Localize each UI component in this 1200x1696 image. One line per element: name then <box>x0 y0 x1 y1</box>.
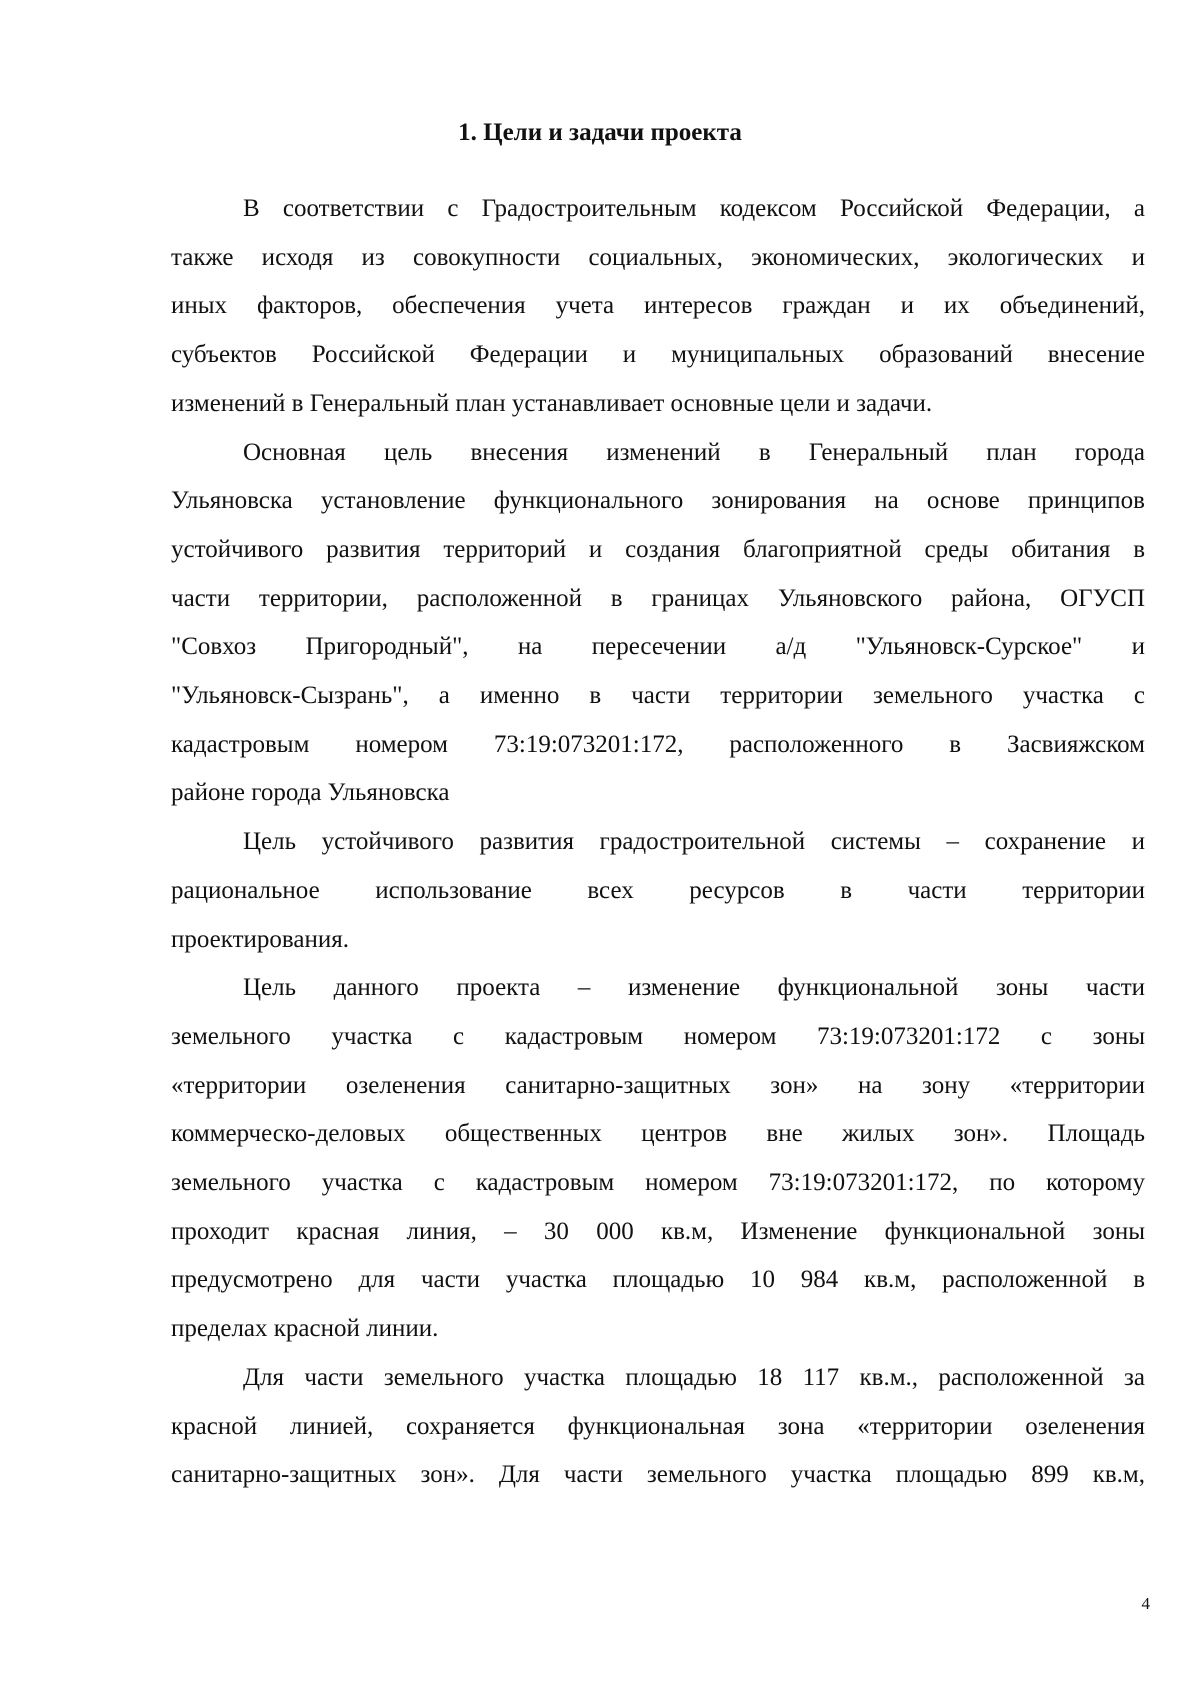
text-line: также исходя из совокупности социальных, экономических, экологических и <box>171 243 1145 271</box>
text-line: части территории, расположенной в границах Ульяновского района, ОГУСП <box>171 584 1145 612</box>
text-line: Цель данного проекта – изменение функциональной зоны части <box>243 974 1145 1002</box>
text-line: земельного участка с кадастровым номером 73:19:073201:172 с зоны <box>171 1022 1145 1050</box>
text-line: Для части земельного участка площадью 18 117 кв.м., расположенной за <box>243 1363 1145 1391</box>
text-line: "Ульяновск-Сызрань", а именно в части территории земельного участка с <box>171 682 1145 710</box>
section-heading: 1. Цели и задачи проекта <box>458 119 742 146</box>
text-line: устойчивого развития территорий и создания благоприятной среды обитания в <box>171 535 1145 563</box>
paragraph-3 <box>171 818 1145 964</box>
paragraph-5 <box>171 1354 1145 1500</box>
document-body <box>171 185 1145 1500</box>
text-line: проходит красная линия, – 30 000 кв.м, Изменение функциональной зоны <box>171 1217 1145 1245</box>
text-line: В соответствии с Градостроительным кодексом Российской Федерации, а <box>243 195 1145 222</box>
text-line: районе города Ульяновска <box>171 779 450 807</box>
text-line: предусмотрено для части участка площадью 10 984 кв.м, расположенной в <box>171 1266 1145 1294</box>
text-line: "Совхоз Пригородный", на пересечении а/д "Ульяновск-Сурское" и <box>171 633 1145 661</box>
page-number: 4 <box>1141 1594 1150 1613</box>
text-line: изменений в Генеральный план устанавливает основные цели и задачи. <box>171 389 933 417</box>
text-line: кадастровым номером 73:19:073201:172, расположенного в Засвияжском <box>171 730 1145 758</box>
paragraph-2 <box>171 429 1145 819</box>
text-line: красной линией, сохраняется функциональная зона «территории озеленения <box>171 1412 1145 1440</box>
text-line: субъектов Российской Федерации и муниципальных образований внесение <box>171 341 1145 369</box>
text-line: Цель устойчивого развития градостроительной системы – сохранение и <box>243 828 1145 856</box>
text-line: рациональное использование всех ресурсов в части территории <box>171 876 1145 904</box>
text-line: земельного участка с кадастровым номером 73:19:073201:172, по которому <box>171 1169 1145 1197</box>
text-line: Ульяновска установление функционального зонирования на основе принципов <box>171 487 1145 515</box>
text-line: иных факторов, обеспечения учета интересов граждан и их объединений, <box>171 292 1145 320</box>
text-line: проектирования. <box>171 925 349 953</box>
text-line: Основная цель внесения изменений в Генеральный план города <box>243 438 1145 466</box>
text-line: «территории озеленения санитарно-защитных зон» на зону «территории <box>171 1071 1145 1099</box>
paragraph-1 <box>171 185 1145 429</box>
text-line: санитарно-защитных зон». Для части земельного участка площадью 899 кв.м, <box>171 1461 1145 1489</box>
text-line: пределах красной линии. <box>171 1315 439 1343</box>
paragraph-4 <box>171 964 1145 1354</box>
text-line: коммерческо-деловых общественных центров вне жилых зон». Площадь <box>171 1120 1145 1148</box>
